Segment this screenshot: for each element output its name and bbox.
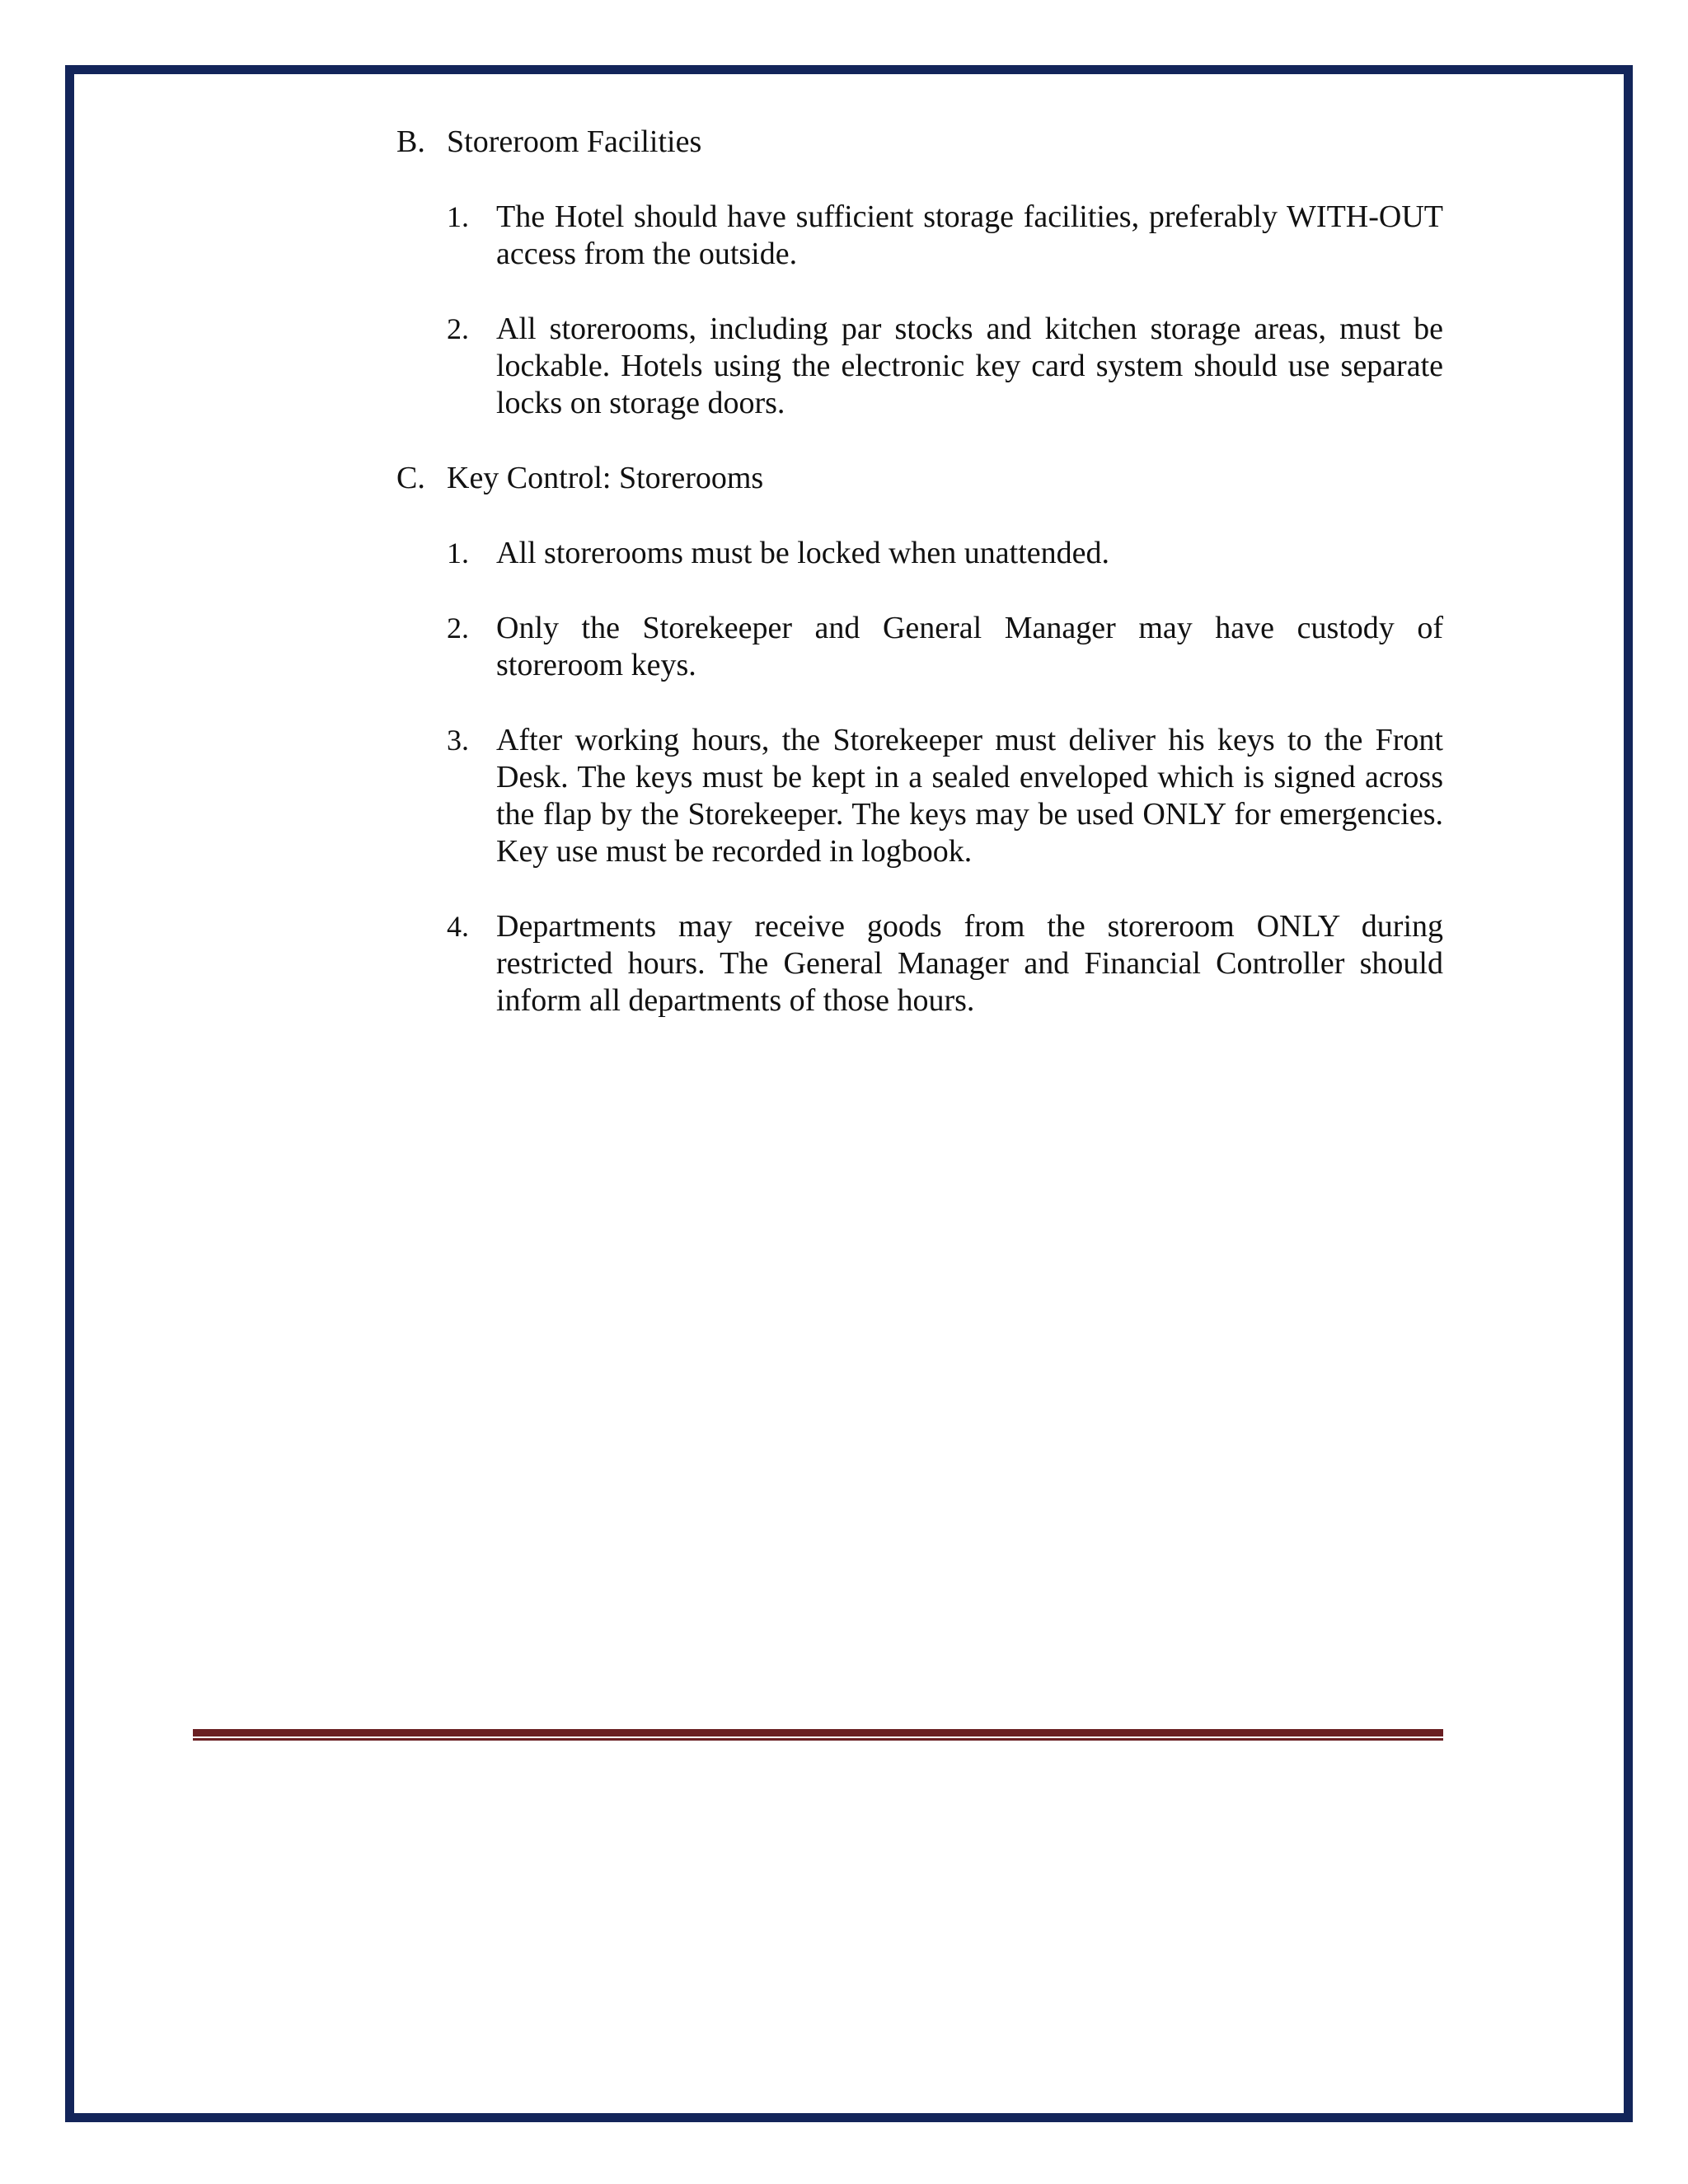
item-number: 2.: [447, 612, 469, 644]
item-number: 2.: [447, 312, 469, 345]
section-items: [396, 199, 1443, 422]
item-text: All storerooms must be locked when unattended.: [496, 536, 1110, 570]
item-number: 3.: [447, 724, 469, 757]
item-number: 1.: [447, 537, 469, 569]
list-item: [447, 908, 1443, 1019]
list-item: [447, 199, 1443, 273]
document-body: [396, 124, 1443, 1057]
footer-divider-thin-line: [193, 1738, 1443, 1741]
item-number: 1.: [447, 200, 469, 233]
footer-divider: [193, 1729, 1443, 1741]
list-item: [447, 311, 1443, 422]
footer-divider-thick-line: [193, 1729, 1443, 1736]
section-key-control: [396, 460, 1443, 1019]
section-heading: [396, 124, 1443, 161]
list-item: [447, 610, 1443, 684]
item-text: After working hours, the Storekeeper must deliver his keys to the Front Desk. The keys must be kept in a sealed enveloped which is signed across the flap by the Storekeeper. The keys may be used ONLY for emergencies. Key use must be recorded in logbook.: [496, 723, 1443, 869]
section-items: [396, 535, 1443, 1019]
section-title: Storeroom Facilities: [447, 124, 702, 159]
item-text: All storerooms, including par stocks and kitchen storage areas, must be lockable. Hotels using the electronic key card system should use separate locks on storage doors.: [496, 312, 1443, 420]
item-text: Departments may receive goods from the storeroom ONLY during restricted hours. The General Manager and Financial Controller should inform all departments of those hours.: [496, 909, 1443, 1018]
item-number: 4.: [447, 910, 469, 943]
item-text: Only the Storekeeper and General Manager may have custody of storeroom keys.: [496, 611, 1443, 682]
item-text: The Hotel should have sufficient storage facilities, preferably WITH-OUT access from the outside.: [496, 199, 1443, 271]
section-title: Key Control: Storerooms: [447, 461, 764, 495]
section-storeroom-facilities: [396, 124, 1443, 422]
section-heading: [396, 460, 1443, 497]
list-item: [447, 535, 1443, 572]
section-letter: B.: [396, 124, 425, 159]
section-letter: C.: [396, 461, 425, 495]
list-item: [447, 722, 1443, 870]
